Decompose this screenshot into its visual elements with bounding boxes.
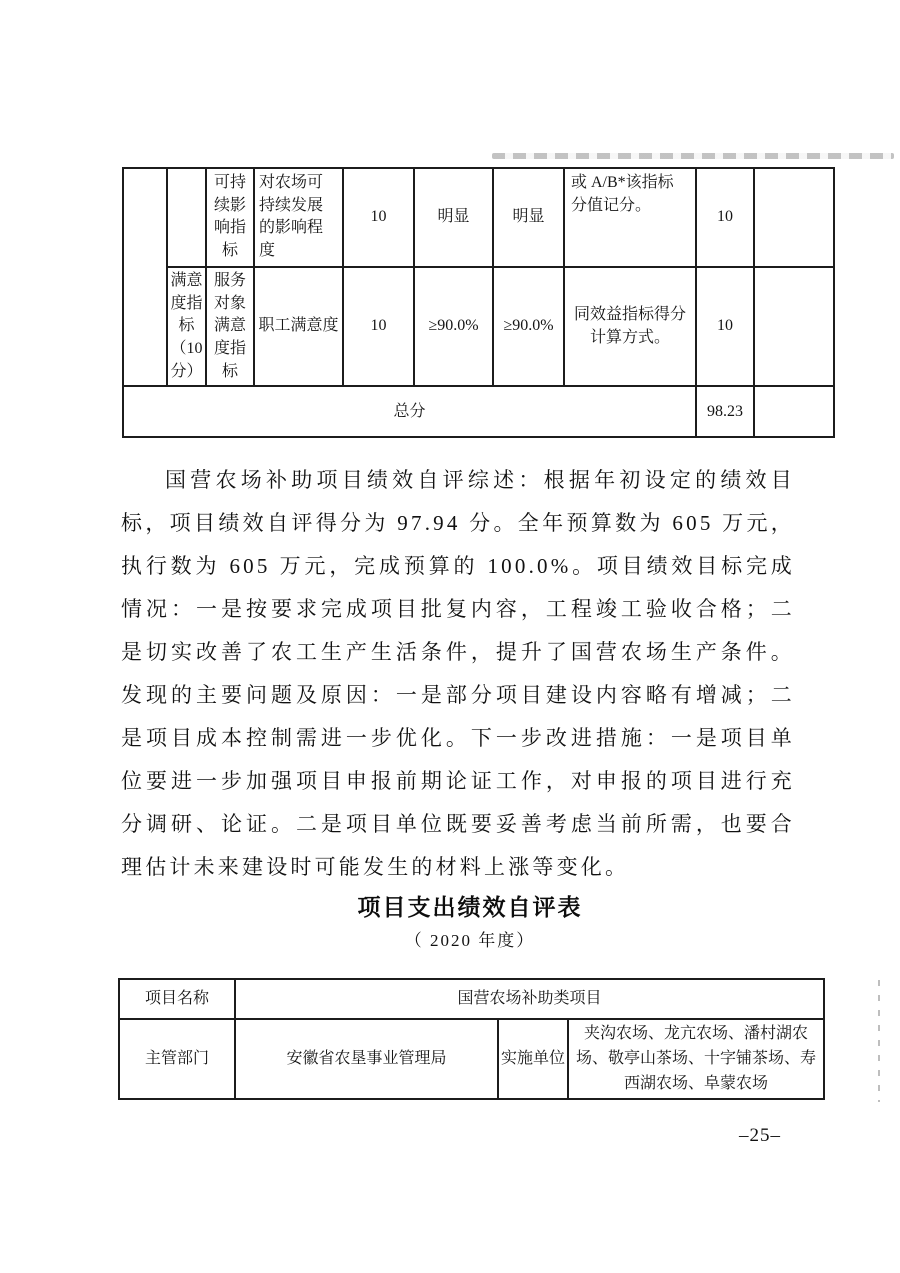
cell-note-empty xyxy=(754,386,834,437)
table-row xyxy=(119,1019,824,1099)
cell-category2: 满意度指标（10分） xyxy=(167,267,206,387)
cell-actual-value: 明显 xyxy=(493,168,564,267)
page-number: –25– xyxy=(739,1125,781,1146)
cell-category1-empty xyxy=(123,168,167,386)
cell-category3: 服务对象满意度指标 xyxy=(206,267,254,387)
cell-points: 10 xyxy=(343,267,414,387)
cell-indicator-name: 对农场可持续发展的影响程度 xyxy=(254,168,343,267)
department-value: 安徽省农垦事业管理局 xyxy=(235,1019,498,1099)
cell-category2-empty xyxy=(167,168,206,267)
total-label: 总分 xyxy=(123,386,696,437)
indicator-score-table xyxy=(122,167,835,438)
table-row xyxy=(119,979,824,1019)
table-row xyxy=(123,267,834,387)
implementer-value: 夹沟农场、龙亢农场、潘村湖农场、敬亭山茶场、十字铺茶场、寿西湖农场、阜蒙农场 xyxy=(568,1019,824,1099)
cell-score: 10 xyxy=(696,168,754,267)
form-subtitle: （ 2020 年度） xyxy=(404,931,536,950)
project-name-label: 项目名称 xyxy=(119,979,235,1019)
scan-artifact-top xyxy=(492,153,894,159)
total-score: 98.23 xyxy=(696,386,754,437)
department-label: 主管部门 xyxy=(119,1019,235,1099)
cell-target-value: ≥90.0% xyxy=(414,267,493,387)
cell-indicator-name: 职工满意度 xyxy=(254,267,343,387)
cell-points: 10 xyxy=(343,168,414,267)
cell-note-empty xyxy=(754,168,834,267)
implementer-label: 实施单位 xyxy=(498,1019,568,1099)
self-evaluation-summary: 国营农场补助项目绩效自评综述：根据年初设定的绩效目标，项目绩效自评得分为 97.94 分。全年预算数为 605 万元，执行数为 605 万元，完成预算的 100.0%。项目绩效目标完成情况：一是按要求完成项目批复内容，工程竣工验收合格；二是切实改善了农工生产生活条件，提升了国营农场生产条件。发现的主要问题及原因：一是部分项目建设内容略有增减；二是项目成本控制需进一步优化。下一步改进措施：一是项目单位要进一步加强项目申报前期论证工作，对申报的项目进行充分调研、论证。二是项目单位既要妥善考虑当前所需，也要合理估计未来建设时可能发生的材料上涨等变化。 xyxy=(121,468,795,879)
scan-artifact-dashes xyxy=(878,980,880,1102)
form-title: 项目支出绩效自评表 xyxy=(357,894,583,920)
project-info-table xyxy=(118,978,825,1100)
cell-category3: 可持续影响指标 xyxy=(206,168,254,267)
cell-score: 10 xyxy=(696,267,754,387)
total-row xyxy=(123,386,834,437)
project-name-value: 国营农场补助类项目 xyxy=(235,979,824,1019)
cell-scoring-method: 或 A/B*该指标分值记分。 xyxy=(564,168,696,267)
table-row xyxy=(123,168,834,267)
cell-actual-value: ≥90.0% xyxy=(493,267,564,387)
cell-target-value: 明显 xyxy=(414,168,493,267)
cell-note-empty xyxy=(754,267,834,387)
cell-scoring-method: 同效益指标得分计算方式。 xyxy=(564,267,696,387)
